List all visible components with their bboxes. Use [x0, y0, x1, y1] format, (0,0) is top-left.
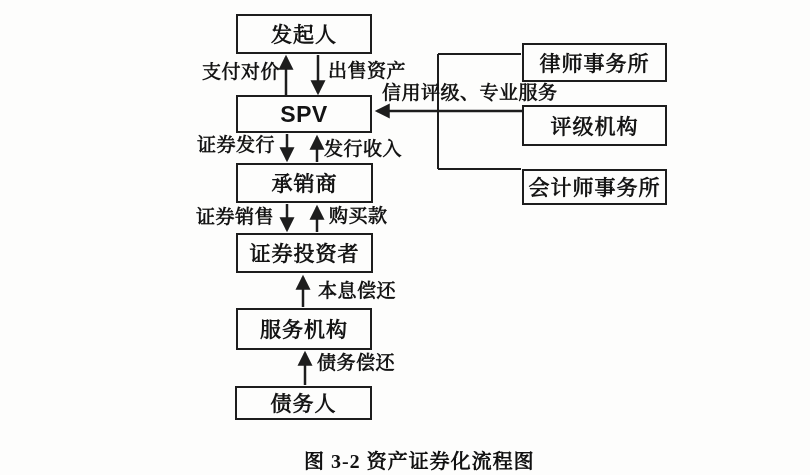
edge-label-principal-interest-repayment: 本息偿还: [318, 281, 397, 302]
edge-label-securities-issuance: 证券发行: [197, 135, 276, 156]
node-investor: [236, 233, 373, 273]
node-label-underwriter: 承销商: [271, 172, 338, 196]
node-label-investor: 证券投资者: [249, 242, 360, 266]
edge-label-purchase-payment: 购买款: [329, 206, 388, 227]
node-originator: [236, 14, 372, 54]
figure-caption: 图 3-2 资产证券化流程图: [304, 451, 535, 473]
edge-label-pay-consideration: 支付对价: [202, 62, 281, 83]
node-label-law-firm: 律师事务所: [539, 51, 650, 76]
node-label-spv: SPV: [280, 100, 328, 127]
node-label-servicer: 服务机构: [260, 318, 348, 342]
node-label-rating-agency: 评级机构: [550, 114, 639, 139]
node-label-debtor: 债务人: [270, 392, 337, 416]
node-rating-agency: [522, 105, 667, 146]
node-debtor: [235, 386, 372, 420]
node-label-accounting-firm: 会计师事务所: [528, 176, 661, 200]
node-label-originator: 发起人: [271, 23, 337, 47]
edge-label-securities-sales: 证券销售: [196, 207, 275, 228]
node-accounting-firm: [522, 169, 667, 205]
edge-label-debt-repayment: 债务偿还: [317, 353, 396, 374]
node-underwriter: [236, 163, 373, 203]
node-spv: [236, 95, 372, 133]
edge-label-sell-assets: 出售资产: [328, 61, 407, 82]
edge-label-credit-rating-services: 信用评级、专业服务: [382, 83, 558, 104]
node-servicer: [236, 308, 372, 350]
edge-label-issuance-income: 发行收入: [324, 139, 403, 160]
node-law-firm: [522, 43, 667, 82]
